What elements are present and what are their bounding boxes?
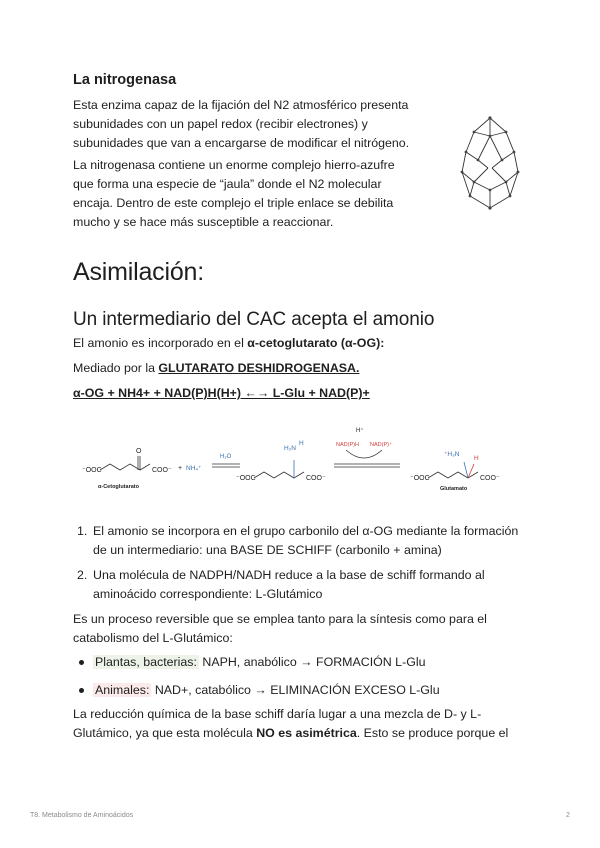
mol2-h: H bbox=[299, 440, 304, 447]
step-text: El amonio se incorpora en el grupo carbonilo del α-OG mediante la formación de un intermediario: una BASE DE SCHIFF (carbonilo + amina) bbox=[93, 524, 519, 557]
step-item bbox=[73, 522, 533, 560]
closing-suffix: . Esto se produce porque el bbox=[356, 726, 509, 740]
mediado-prefix: Mediado por la bbox=[73, 361, 159, 375]
nitrogenase-paragraph-2: La nitrogenasa contiene un enorme complejo hierro-azufre que forma una especie de “jaula” donde el N2 molecular encaja. Dentro de este complejo el triple enlace se debilita mucho y se hace más susceptible a reaccionar. bbox=[73, 158, 395, 229]
bullet-label: Animales: bbox=[95, 683, 150, 697]
mol3-left: ⁻OOC bbox=[410, 475, 430, 482]
mol3-right: COO⁻ bbox=[480, 475, 500, 482]
heading-asimilacion: Asimilación: bbox=[73, 258, 204, 286]
mediado-line bbox=[73, 359, 359, 378]
mol3-h: H bbox=[474, 455, 479, 462]
intro-line bbox=[73, 334, 384, 353]
mol3-n: ⁺H₃N bbox=[444, 451, 460, 458]
plus-sign: + bbox=[178, 465, 183, 472]
step-text: Una molécula de NADPH/NADH reduce a la base de schiff formando al aminoácido correspondiente: L-Glutámico bbox=[93, 568, 485, 601]
mol2-left: ⁻OOC bbox=[236, 475, 256, 482]
page-number: 2 bbox=[566, 812, 570, 819]
closing-prefix: La reducción química de la base schiff daría lugar a una mezcla de D- y L-Glutámico, ya que esta molécula bbox=[73, 707, 482, 740]
mol1-label: α-Cetoglutarato bbox=[98, 484, 139, 490]
bullet-dot bbox=[79, 688, 84, 693]
h2o-label: H₂O bbox=[220, 454, 232, 460]
bullet-item bbox=[73, 681, 440, 700]
nadp-label: NAD(P)⁺ bbox=[370, 442, 392, 448]
reaction-scheme bbox=[78, 420, 528, 502]
section-title: La nitrogenasa bbox=[73, 72, 177, 88]
mol1-right: COO⁻ bbox=[152, 467, 172, 474]
bullet-dot bbox=[79, 660, 84, 665]
nitrogenase-paragraph-1: Esta enzima capaz de la fijación del N2 atmosférico presenta subunidades con un papel redox (recibir electrones) y subunidades que van a encargarse de modificar el nitrógeno. bbox=[73, 98, 410, 150]
intro-prefix: El amonio es incorporado en el bbox=[73, 336, 248, 350]
enzyme-name: GLUTARATO DESHIDROGENASA. bbox=[158, 361, 360, 375]
steps-list bbox=[73, 522, 533, 610]
intro-bold: α-cetoglutarato (α-OG): bbox=[247, 336, 385, 350]
bullet-item bbox=[73, 653, 440, 672]
footer-title: T8. Metabolismo de Aminoácidos bbox=[30, 812, 134, 819]
bullet-label: Plantas, bacterias: bbox=[95, 655, 197, 669]
closing-bold: NO es asimétrica bbox=[256, 726, 357, 740]
reversible-paragraph: Es un proceso reversible que se emplea tanto para la síntesis como para el catabolismo del L-Glutámico: bbox=[73, 612, 487, 645]
mol2-n: H₂N bbox=[284, 445, 296, 452]
mol1-left: ⁻OOC bbox=[82, 467, 102, 474]
nadph-label: NAD(P)H bbox=[336, 442, 359, 448]
closing-paragraph bbox=[73, 705, 521, 743]
mol1-oxygen: O bbox=[136, 448, 142, 455]
reaction-equation: α-OG + NH4+ + NAD(P)H(H+) ←→ L-Glu + NAD(P)+ bbox=[73, 386, 370, 400]
step-number: 2. bbox=[77, 568, 88, 582]
bullet-text: NAD+, catabólico → ELIMINACIÓN EXCESO L-Glu bbox=[151, 683, 440, 697]
bullet-list bbox=[73, 653, 440, 709]
step-item bbox=[73, 566, 533, 604]
bullet-text: NAPH, anabólico → FORMACIÓN L-Glu bbox=[198, 655, 426, 669]
nh4-label: NH₄⁺ bbox=[186, 465, 202, 472]
mol3-label: Glutamato bbox=[440, 486, 468, 492]
mol2-right: COO⁻ bbox=[306, 475, 326, 482]
step-number: 1. bbox=[77, 524, 88, 538]
h-plus: H⁺ bbox=[356, 428, 364, 434]
femo-cofactor-image bbox=[452, 110, 532, 220]
heading-intermediario: Un intermediario del CAC acepta el amonio bbox=[73, 309, 435, 330]
